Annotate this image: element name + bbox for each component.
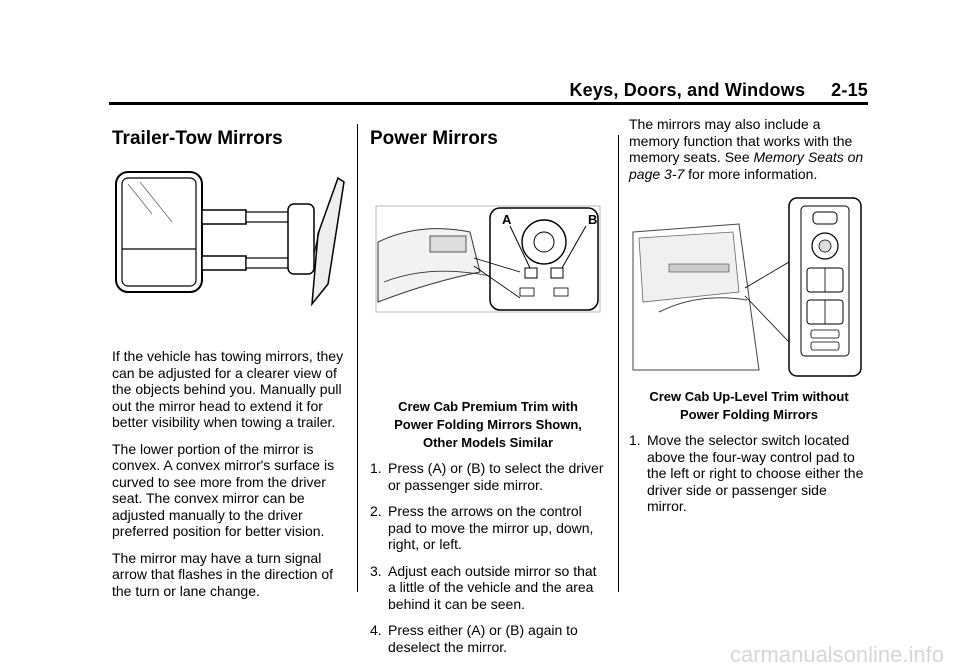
uplevel-door-switch-illustration bbox=[629, 192, 869, 382]
step-text: Adjust each outside mirror so that a little of the vehicle and the area behind it can be seen. bbox=[388, 562, 597, 612]
step-text: Move the selector switch located above the four-way control pad to the left or right to choose either the driver side or passenger side mirror. bbox=[647, 432, 864, 514]
step-text: Press (A) or (B) to select the driver or passenger side mirror. bbox=[388, 460, 604, 493]
caption-line: Crew Cab Up-Level Trim without bbox=[649, 389, 849, 404]
paragraph-tow-1: If the vehicle has towing mirrors, they can be adjusted for a clearer view of the objects behind you. Manually pull out the mirror head to extend it for better visibility when towing a trailer. bbox=[112, 348, 344, 430]
list-item bbox=[629, 432, 869, 515]
paragraph-memory-intro bbox=[629, 116, 869, 182]
step-number: 2. bbox=[370, 503, 382, 519]
running-header bbox=[569, 80, 868, 101]
watermark: carmanualsonline.info bbox=[729, 642, 944, 667]
caption-line: Power Folding Mirrors Shown, bbox=[394, 417, 582, 432]
paragraph-tow-3: The mirror may have a turn signal arrow that flashes in the direction of the turn or lane change. bbox=[112, 549, 334, 599]
list-item bbox=[370, 460, 606, 493]
caption-line: Crew Cab Premium Trim with bbox=[398, 399, 578, 414]
steps-power-mirrors bbox=[370, 460, 606, 655]
callout-label-a: A bbox=[502, 212, 512, 227]
list-item bbox=[370, 622, 606, 655]
figure-caption-uplevel bbox=[629, 388, 869, 424]
power-mirror-control-illustration bbox=[370, 202, 606, 384]
paragraph-tow-2: The lower portion of the mirror is convex. A convex mirror's surface is curved to see more from the driver seat. The convex mirror can be adjusted manually to the driver preferred position for better vision. bbox=[112, 440, 335, 539]
column-divider-left bbox=[357, 124, 358, 592]
caption-line: Power Folding Mirrors bbox=[680, 407, 818, 422]
list-item bbox=[370, 563, 606, 613]
intro-text-end: for more information. bbox=[684, 165, 818, 182]
trailer-tow-mirror-illustration bbox=[112, 164, 352, 324]
intro-text: The mirrors may also include a memory function that works with the memory seats. See bbox=[629, 116, 853, 165]
step-text: Press the arrows on the control pad to move the mirror up, down, right, or left. bbox=[388, 503, 594, 552]
header-rule bbox=[109, 102, 868, 105]
step-number: 3. bbox=[370, 562, 382, 579]
callout-label-b: B bbox=[588, 212, 598, 227]
heading-power-mirrors: Power Mirrors bbox=[370, 128, 498, 149]
steps-memory bbox=[629, 432, 869, 515]
step-number: 4. bbox=[370, 622, 382, 638]
column-memory bbox=[629, 116, 869, 525]
section-title: Keys, Doors, and Windows bbox=[569, 80, 806, 100]
list-item bbox=[370, 503, 606, 553]
heading-trailer-tow-mirrors: Trailer-Tow Mirrors bbox=[112, 128, 283, 149]
caption-line: Other Models Similar bbox=[422, 435, 554, 450]
step-number: 1. bbox=[370, 460, 382, 476]
step-number: 1. bbox=[629, 432, 641, 448]
step-text: Press either (A) or (B) again to deselect the mirror. bbox=[388, 622, 578, 655]
figure-caption-premium bbox=[370, 398, 606, 452]
column-power-mirrors bbox=[370, 124, 606, 665]
cross-reference-link[interactable]: Memory Seats on page 3-7 bbox=[629, 149, 864, 182]
column-trailer-tow bbox=[112, 124, 352, 609]
column-divider-right bbox=[618, 135, 619, 592]
page-number: 2-15 bbox=[831, 80, 868, 100]
